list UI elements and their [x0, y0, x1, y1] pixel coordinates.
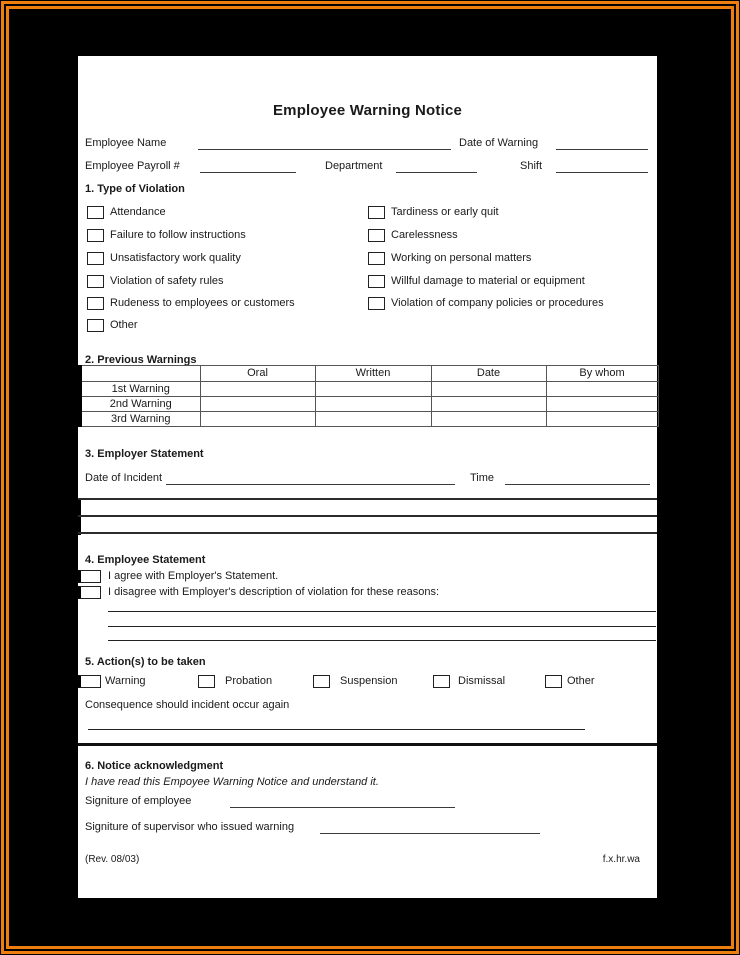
- table-cell[interactable]: [200, 382, 315, 397]
- checkbox-attendance[interactable]: [87, 206, 104, 219]
- violation-row: [78, 229, 657, 244]
- checkbox-other-action[interactable]: [545, 675, 562, 688]
- checkbox-label-willful-damage: Willful damage to material or equipment: [391, 275, 585, 287]
- shift-label: Shift: [520, 160, 543, 172]
- checkbox-label-warning: Warning: [105, 675, 146, 687]
- checkbox-personal-matters[interactable]: [368, 252, 385, 265]
- table-cell[interactable]: [315, 382, 431, 397]
- header-row-1: [78, 136, 657, 151]
- checkbox-label-dismissal: Dismissal: [458, 675, 506, 687]
- checkbox-tardiness[interactable]: [368, 206, 385, 219]
- table-cell[interactable]: [546, 397, 658, 412]
- date-of-warning-label: Date of Warning: [459, 137, 539, 149]
- checkbox-label-carelessness: Carelessness: [391, 229, 458, 241]
- table-header-blank: [80, 366, 200, 382]
- checkbox-label-agree: I agree with Employer's Statement.: [108, 570, 279, 582]
- checkbox-company-policies[interactable]: [368, 297, 385, 310]
- table-cell[interactable]: [431, 382, 546, 397]
- checkbox-willful-damage[interactable]: [368, 275, 385, 288]
- checkbox-label-attendance: Attendance: [110, 206, 166, 218]
- employee-name-label: Employee Name: [85, 137, 167, 149]
- violation-row: [78, 275, 657, 290]
- section-2-heading: 2. Previous Warnings: [85, 354, 197, 366]
- department-label: Department: [325, 160, 383, 172]
- checkbox-label-unsatisfactory-work: Unsatisfactory work quality: [110, 252, 241, 264]
- violation-row: [78, 206, 657, 221]
- agree-row: [78, 570, 657, 585]
- section-separator: [78, 743, 657, 746]
- section-5-heading: 5. Action(s) to be taken: [85, 656, 206, 668]
- table-cell[interactable]: [200, 397, 315, 412]
- form-page: [78, 56, 657, 898]
- header-row-2: [78, 159, 657, 174]
- signature-supervisor-field[interactable]: [320, 821, 540, 834]
- shift-field[interactable]: [556, 160, 648, 173]
- section-3-heading: 3. Employer Statement: [85, 448, 204, 460]
- employer-statement-line[interactable]: [78, 515, 657, 517]
- checkbox-label-suspension: Suspension: [340, 675, 398, 687]
- signature-supervisor-row: [78, 820, 657, 835]
- checkbox-suspension[interactable]: [313, 675, 330, 688]
- table-header-by-whom: By whom: [546, 366, 658, 382]
- acknowledgment-statement: I have read this Empoyee Warning Notice and understand it.: [85, 776, 379, 788]
- table-header-written: Written: [315, 366, 431, 382]
- employee-payroll-field[interactable]: [200, 160, 296, 173]
- checkbox-unsatisfactory-work[interactable]: [87, 252, 104, 265]
- table-cell[interactable]: [546, 382, 658, 397]
- violation-row: [78, 319, 657, 334]
- section-1-heading: 1. Type of Violation: [85, 183, 185, 195]
- table-row: [80, 412, 658, 427]
- table-header-row: [80, 366, 658, 382]
- checkbox-agree[interactable]: [78, 570, 101, 583]
- employee-statement-line[interactable]: [108, 640, 656, 641]
- checkbox-warning[interactable]: [78, 675, 101, 688]
- row-label-1st-warning: 1st Warning: [80, 382, 200, 397]
- revision-note: (Rev. 08/03): [85, 854, 140, 865]
- checkbox-label-company-policies: Violation of company policies or procedures: [391, 297, 604, 309]
- signature-employee-row: [78, 794, 657, 809]
- checkbox-label-probation: Probation: [225, 675, 273, 687]
- table-cell[interactable]: [546, 412, 658, 427]
- signature-employee-field[interactable]: [230, 795, 455, 808]
- section-4-heading: 4. Employee Statement: [85, 554, 206, 566]
- time-label: Time: [470, 472, 495, 484]
- section-6-heading: 6. Notice acknowledgment: [85, 760, 224, 772]
- department-field[interactable]: [396, 160, 477, 173]
- employer-statement-line[interactable]: [78, 532, 657, 534]
- employee-statement-line[interactable]: [108, 611, 656, 612]
- checkbox-carelessness[interactable]: [368, 229, 385, 242]
- date-of-incident-label: Date of Incident: [85, 472, 163, 484]
- violation-row: [78, 297, 657, 312]
- table-cell[interactable]: [200, 412, 315, 427]
- table-cell[interactable]: [315, 397, 431, 412]
- checkbox-label-other-action: Other: [567, 675, 595, 687]
- date-of-warning-field[interactable]: [556, 137, 648, 150]
- previous-warnings-table: [78, 365, 659, 427]
- form-code: f.x.hr.wa: [602, 854, 640, 865]
- table-row: [80, 382, 658, 397]
- footer-row: [78, 852, 657, 865]
- employee-name-field[interactable]: [198, 137, 451, 150]
- checkbox-other-violation[interactable]: [87, 319, 104, 332]
- checkbox-label-failure-instructions: Failure to follow instructions: [110, 229, 246, 241]
- checkbox-label-rudeness: Rudeness to employees or customers: [110, 297, 295, 309]
- checkbox-label-personal-matters: Working on personal matters: [391, 252, 532, 264]
- table-header-oral: Oral: [200, 366, 315, 382]
- row-label-2nd-warning: 2nd Warning: [80, 397, 200, 412]
- checkbox-disagree[interactable]: [78, 586, 101, 599]
- consequence-line[interactable]: [88, 729, 585, 730]
- table-header-date: Date: [431, 366, 546, 382]
- violation-row: [78, 252, 657, 267]
- table-row: [80, 397, 658, 412]
- checkbox-label-safety-rules: Violation of safety rules: [110, 275, 224, 287]
- checkbox-label-other-violation: Other: [110, 319, 138, 331]
- actions-row: [78, 675, 657, 690]
- time-field[interactable]: [505, 472, 650, 485]
- employee-statement-line[interactable]: [108, 626, 656, 627]
- disagree-row: [78, 586, 657, 601]
- employee-payroll-label: Employee Payroll #: [85, 160, 180, 172]
- checkbox-probation[interactable]: [198, 675, 215, 688]
- date-of-incident-field[interactable]: [166, 472, 455, 485]
- table-cell[interactable]: [431, 412, 546, 427]
- checkbox-failure-instructions[interactable]: [87, 229, 104, 242]
- incident-row: [78, 471, 657, 486]
- consequence-label: Consequence should incident occur again: [85, 699, 290, 711]
- checkbox-rudeness[interactable]: [87, 297, 104, 310]
- checkbox-dismissal[interactable]: [433, 675, 450, 688]
- checkbox-label-tardiness: Tardiness or early quit: [391, 206, 499, 218]
- employer-statement-line[interactable]: [78, 498, 657, 500]
- signature-supervisor-label: Signiture of supervisor who issued warning: [85, 821, 295, 833]
- row-label-3rd-warning: 3rd Warning: [80, 412, 200, 427]
- table-cell[interactable]: [431, 397, 546, 412]
- checkbox-safety-rules[interactable]: [87, 275, 104, 288]
- page-title: Employee Warning Notice: [272, 102, 463, 119]
- checkbox-label-disagree: I disagree with Employer's description of violation for these reasons:: [108, 586, 440, 598]
- table-cell[interactable]: [315, 412, 431, 427]
- signature-employee-label: Signiture of employee: [85, 795, 192, 807]
